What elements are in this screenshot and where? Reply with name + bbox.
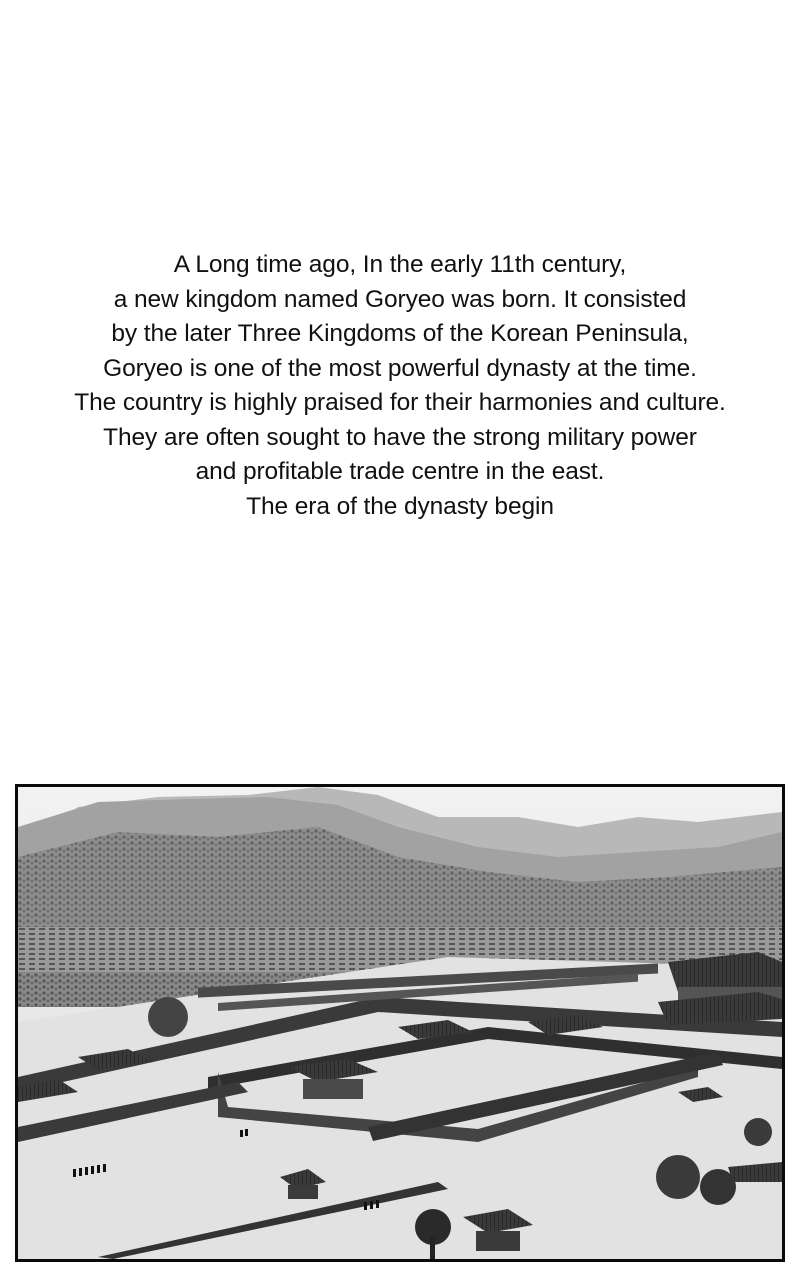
narration-line: a new kingdom named Goryeo was born. It consisted <box>113 285 687 313</box>
narration-line: They are often sought to have the strong military power <box>103 423 697 451</box>
narration-line: The era of the dynasty begin <box>246 492 554 520</box>
narration-line: and profitable trade centre in the east. <box>195 458 605 485</box>
narration-line: A Long time ago, In the early 11th century, <box>173 251 627 278</box>
comic-panel <box>15 784 785 1262</box>
narration-line: The country is highly praised for their harmonies and culture. <box>74 389 726 416</box>
narration-line: Goryeo is one of the most powerful dynasty at the time. <box>103 354 697 382</box>
narration-text <box>0 248 800 524</box>
palace-illustration <box>18 787 782 1259</box>
narration-line: by the later Three Kingdoms of the Korean Peninsula, <box>111 320 689 347</box>
